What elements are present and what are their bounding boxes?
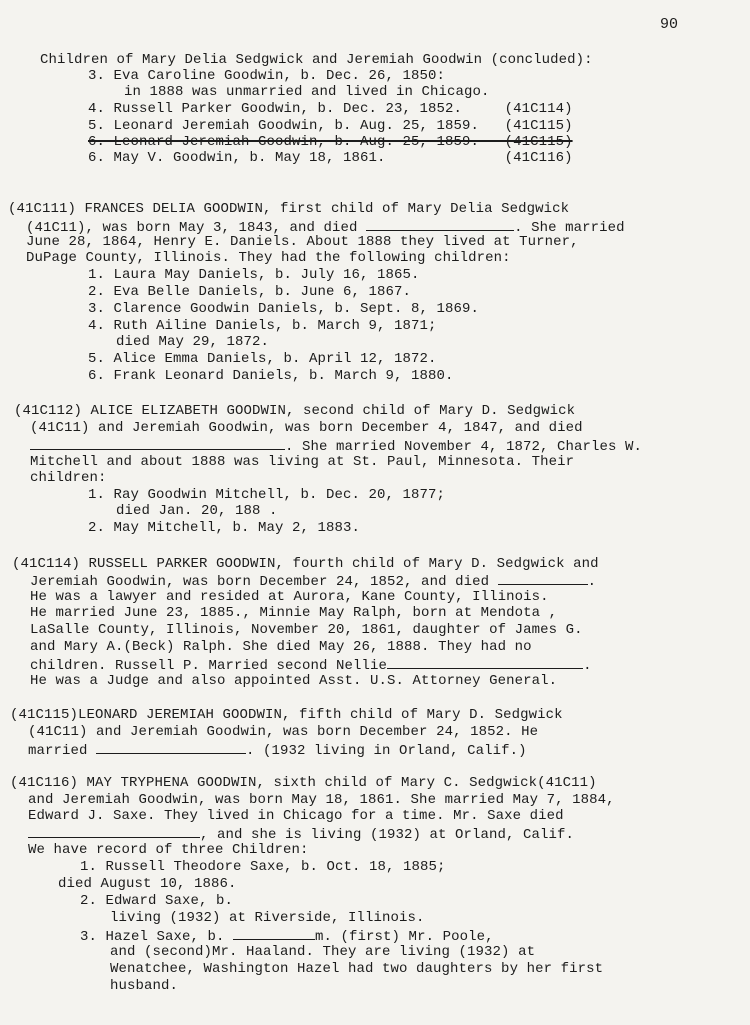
text-line: He was a Judge and also appointed Asst. U.S. Attorney General. — [30, 673, 558, 689]
page-number: 90 — [660, 16, 679, 33]
text-line: We have record of three Children: — [28, 842, 309, 858]
text-line: 1. Laura May Daniels, b. July 16, 1865. — [88, 267, 420, 283]
text-line: LaSalle County, Illinois, November 20, 1861, daughter of James G. — [30, 622, 583, 638]
text-line: 4. Ruth Ailine Daniels, b. March 9, 1871; — [88, 318, 437, 334]
text-line: and Jeremiah Goodwin, was born May 18, 1861. She married May 7, 1884, — [28, 792, 615, 808]
text-line: Edward J. Saxe. They lived in Chicago for a time. Mr. Saxe died — [28, 808, 564, 824]
text-line: , and she is living (1932) at Orland, Calif. — [28, 825, 574, 843]
text-line: 3. Clarence Goodwin Daniels, b. Sept. 8, 1869. — [88, 301, 480, 317]
text-line: children: — [30, 470, 107, 486]
text-line: died May 29, 1872. — [116, 334, 270, 350]
text-line: (41C111) FRANCES DELIA GOODWIN, first child of Mary Delia Sedgwick — [8, 201, 570, 217]
text-line: 5. Alice Emma Daniels, b. April 12, 1872. — [88, 351, 437, 367]
text-line: in 1888 was unmarried and lived in Chicago. — [124, 84, 490, 100]
text-line: He married June 23, 1885., Minnie May Ralph, born at Mendota , — [30, 605, 558, 621]
text-line: children. Russell P. Married second Nellie . — [30, 658, 592, 674]
blank-line — [366, 218, 514, 231]
text-line: 2. Eva Belle Daniels, b. June 6, 1867. — [88, 284, 412, 300]
text-line: 1. Ray Goodwin Mitchell, b. Dec. 20, 1877; — [88, 487, 446, 503]
text-line: 3. Eva Caroline Goodwin, b. Dec. 26, 1850: — [88, 68, 446, 84]
text-line: He was a lawyer and resided at Aurora, Kane County, Illinois. — [30, 589, 549, 605]
text-line: (41C11) and Jeremiah Goodwin, was born December 24, 1852. He — [28, 724, 539, 740]
text-line: 2. Edward Saxe, b. — [80, 893, 234, 909]
text-line: 6. Frank Leonard Daniels, b. March 9, 1880. — [88, 368, 454, 384]
text-line: (41C115)LEONARD JEREMIAH GOODWIN, fifth child of Mary D. Sedgwick — [10, 707, 563, 723]
text-line: living (1932) at Riverside, Illinois. — [110, 910, 425, 926]
blank-line — [233, 927, 315, 940]
blank-line — [498, 572, 588, 585]
text-line: died Jan. 20, 188 . — [116, 503, 278, 519]
text-line: died August 10, 1886. — [58, 876, 237, 892]
text-line: 6. May V. Goodwin, b. May 18, 1861. (41C116) — [88, 150, 573, 166]
text-line: Jeremiah Goodwin, was born December 24, 1852, and died . — [30, 574, 597, 590]
text-line: (41C114) RUSSELL PARKER GOODWIN, fourth child of Mary D. Sedgwick and — [12, 556, 599, 572]
struck-text-line: 6. Leonard Jeremiah Goodwin, b. Aug. 25, 1859. (41C115) — [88, 134, 573, 150]
text-line: Wenatchee, Washington Hazel had two daughters by her first — [110, 961, 604, 977]
text-line: June 28, 1864, Henry E. Daniels. About 1888 they lived at Turner, — [26, 234, 579, 250]
text-line: Mitchell and about 1888 was living at St. Paul, Minnesota. Their — [30, 454, 575, 470]
text-line: . She married November 4, 1872, Charles W. — [30, 437, 642, 455]
blank-line — [96, 741, 246, 754]
blank-line — [28, 825, 200, 838]
text-line: (41C11), was born May 3, 1843, and died . She married — [26, 220, 625, 236]
text-line: married . (1932 living in Orland, Calif.) — [28, 743, 527, 759]
text-line: 1. Russell Theodore Saxe, b. Oct. 18, 1885; — [80, 859, 446, 875]
text-line: 4. Russell Parker Goodwin, b. Dec. 23, 1852. (41C114) — [88, 101, 573, 117]
text-line: (41C116) MAY TRYPHENA GOODWIN, sixth child of Mary C. Sedgwick(41C11) — [10, 775, 597, 791]
text-line: 5. Leonard Jeremiah Goodwin, b. Aug. 25, 1859. (41C115) — [88, 118, 573, 134]
text-line: Children of Mary Delia Sedgwick and Jeremiah Goodwin (concluded): — [40, 52, 593, 68]
text-line: 2. May Mitchell, b. May 2, 1883. — [88, 520, 361, 536]
text-line: and (second)Mr. Haaland. They are living (1932) at — [110, 944, 536, 960]
blank-line — [387, 656, 583, 669]
text-line: 3. Hazel Saxe, b. m. (first) Mr. Poole, — [80, 929, 494, 945]
text-line: (41C11) and Jeremiah Goodwin, was born December 4, 1847, and died — [30, 420, 583, 436]
text-line: husband. — [110, 978, 179, 994]
blank-line — [30, 437, 285, 450]
text-line: and Mary A.(Beck) Ralph. She died May 26, 1888. They had no — [30, 639, 532, 655]
text-line: DuPage County, Illinois. They had the following children: — [26, 250, 511, 266]
text-line: (41C112) ALICE ELIZABETH GOODWIN, second child of Mary D. Sedgwick — [14, 403, 576, 419]
